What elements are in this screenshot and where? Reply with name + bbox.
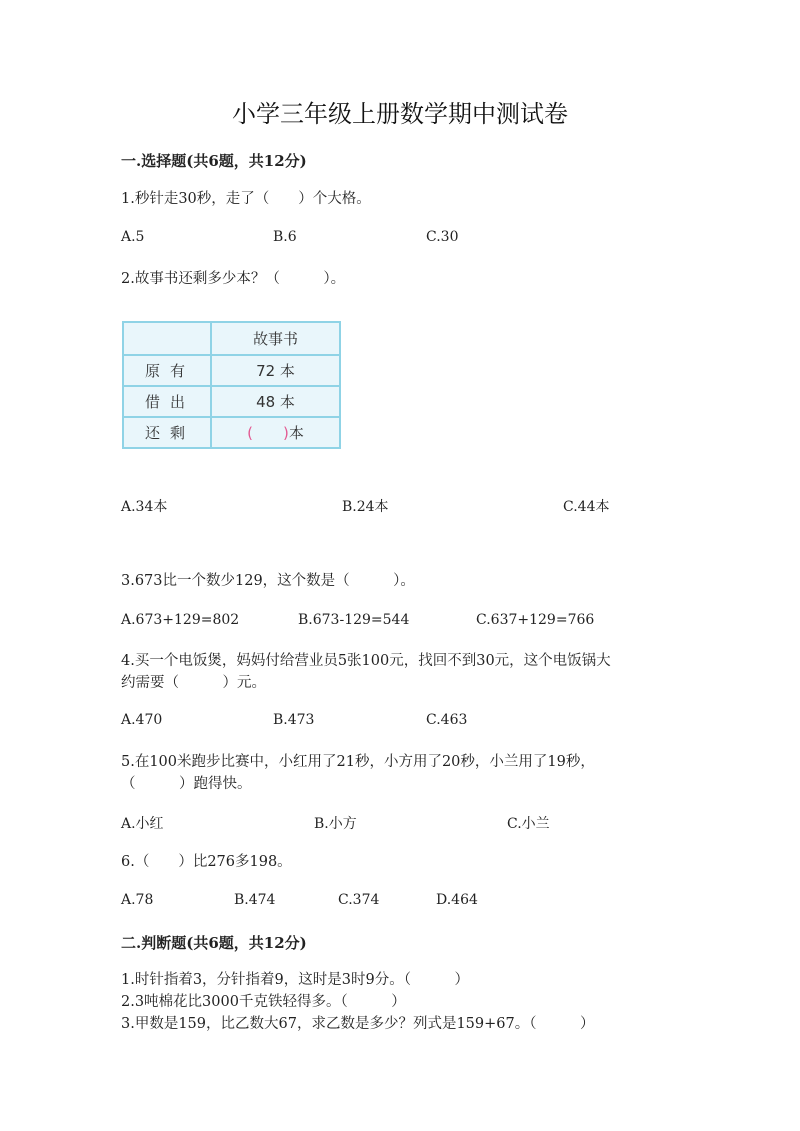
table-value-original: 72 本 bbox=[211, 355, 340, 386]
answer-blank: ( ) bbox=[247, 424, 289, 442]
question-2: 2.故事书还剩多少本？（ ）。 bbox=[121, 271, 346, 287]
table-label-remaining: 还剩 bbox=[123, 417, 211, 448]
q4-option-c: C.463 bbox=[426, 712, 468, 728]
q4-option-b: B.473 bbox=[273, 712, 315, 728]
section-heading-choice: 一.选择题(共6题，共12分) bbox=[121, 152, 307, 170]
q3-option-a: A.673+129=802 bbox=[121, 612, 240, 628]
q1-option-b: B.6 bbox=[273, 229, 297, 245]
q5-option-b: B.小方 bbox=[314, 816, 357, 832]
q3-option-c: C.637+129=766 bbox=[476, 612, 595, 628]
question-1: 1.秒针走30秒，走了（ ）个大格。 bbox=[121, 191, 371, 207]
question-6: 6.（ ）比276多198。 bbox=[121, 854, 292, 870]
q6-option-a: A.78 bbox=[121, 892, 154, 908]
q2-option-a: A.34本 bbox=[121, 499, 168, 515]
question-5-line-1: 5.在100米跑步比赛中，小红用了21秒，小方用了20秒，小兰用了19秒， bbox=[121, 754, 595, 770]
question-3: 3.673比一个数少129，这个数是（ ）。 bbox=[121, 573, 415, 589]
section-heading-true-false: 二.判断题(共6题，共12分) bbox=[121, 934, 307, 952]
table-value-borrowed: 48 本 bbox=[211, 386, 340, 417]
table-corner-cell bbox=[123, 322, 211, 355]
story-book-table bbox=[122, 321, 341, 449]
q6-option-c: C.374 bbox=[338, 892, 380, 908]
question-5-line-2: （ ）跑得快。 bbox=[121, 776, 252, 792]
q1-option-a: A.5 bbox=[121, 229, 145, 245]
unit-label: 本 bbox=[288, 424, 304, 442]
q2-option-c: C.44本 bbox=[563, 499, 610, 515]
q4-option-a: A.470 bbox=[121, 712, 163, 728]
table-label-borrowed: 借出 bbox=[123, 386, 211, 417]
tf-question-3: 3.甲数是159，比乙数大67，求乙数是多少？列式是159+67。（ ） bbox=[121, 1016, 595, 1032]
q1-option-c: C.30 bbox=[426, 229, 459, 245]
question-4-line-2: 约需要（ ）元。 bbox=[121, 675, 266, 691]
q5-option-c: C.小兰 bbox=[507, 816, 550, 832]
tf-question-2: 2.3吨棉花比3000千克铁轻得多。（ ） bbox=[121, 994, 406, 1010]
q5-option-a: A.小红 bbox=[121, 816, 164, 832]
table-value-remaining bbox=[211, 417, 340, 448]
tf-question-1: 1.时针指着3，分针指着9，这时是3时9分。（ ） bbox=[121, 972, 469, 988]
question-4-line-1: 4.买一个电饭煲，妈妈付给营业员5张100元，找回不到30元，这个电饭锅大 bbox=[121, 653, 611, 669]
q6-option-b: B.474 bbox=[234, 892, 276, 908]
q2-option-b: B.24本 bbox=[342, 499, 389, 515]
page-title: 小学三年级上册数学期中测试卷 bbox=[232, 100, 568, 128]
q3-option-b: B.673-129=544 bbox=[298, 612, 410, 628]
table-header-cell: 故事书 bbox=[211, 322, 340, 355]
q6-option-d: D.464 bbox=[436, 892, 478, 908]
table-label-original: 原有 bbox=[123, 355, 211, 386]
